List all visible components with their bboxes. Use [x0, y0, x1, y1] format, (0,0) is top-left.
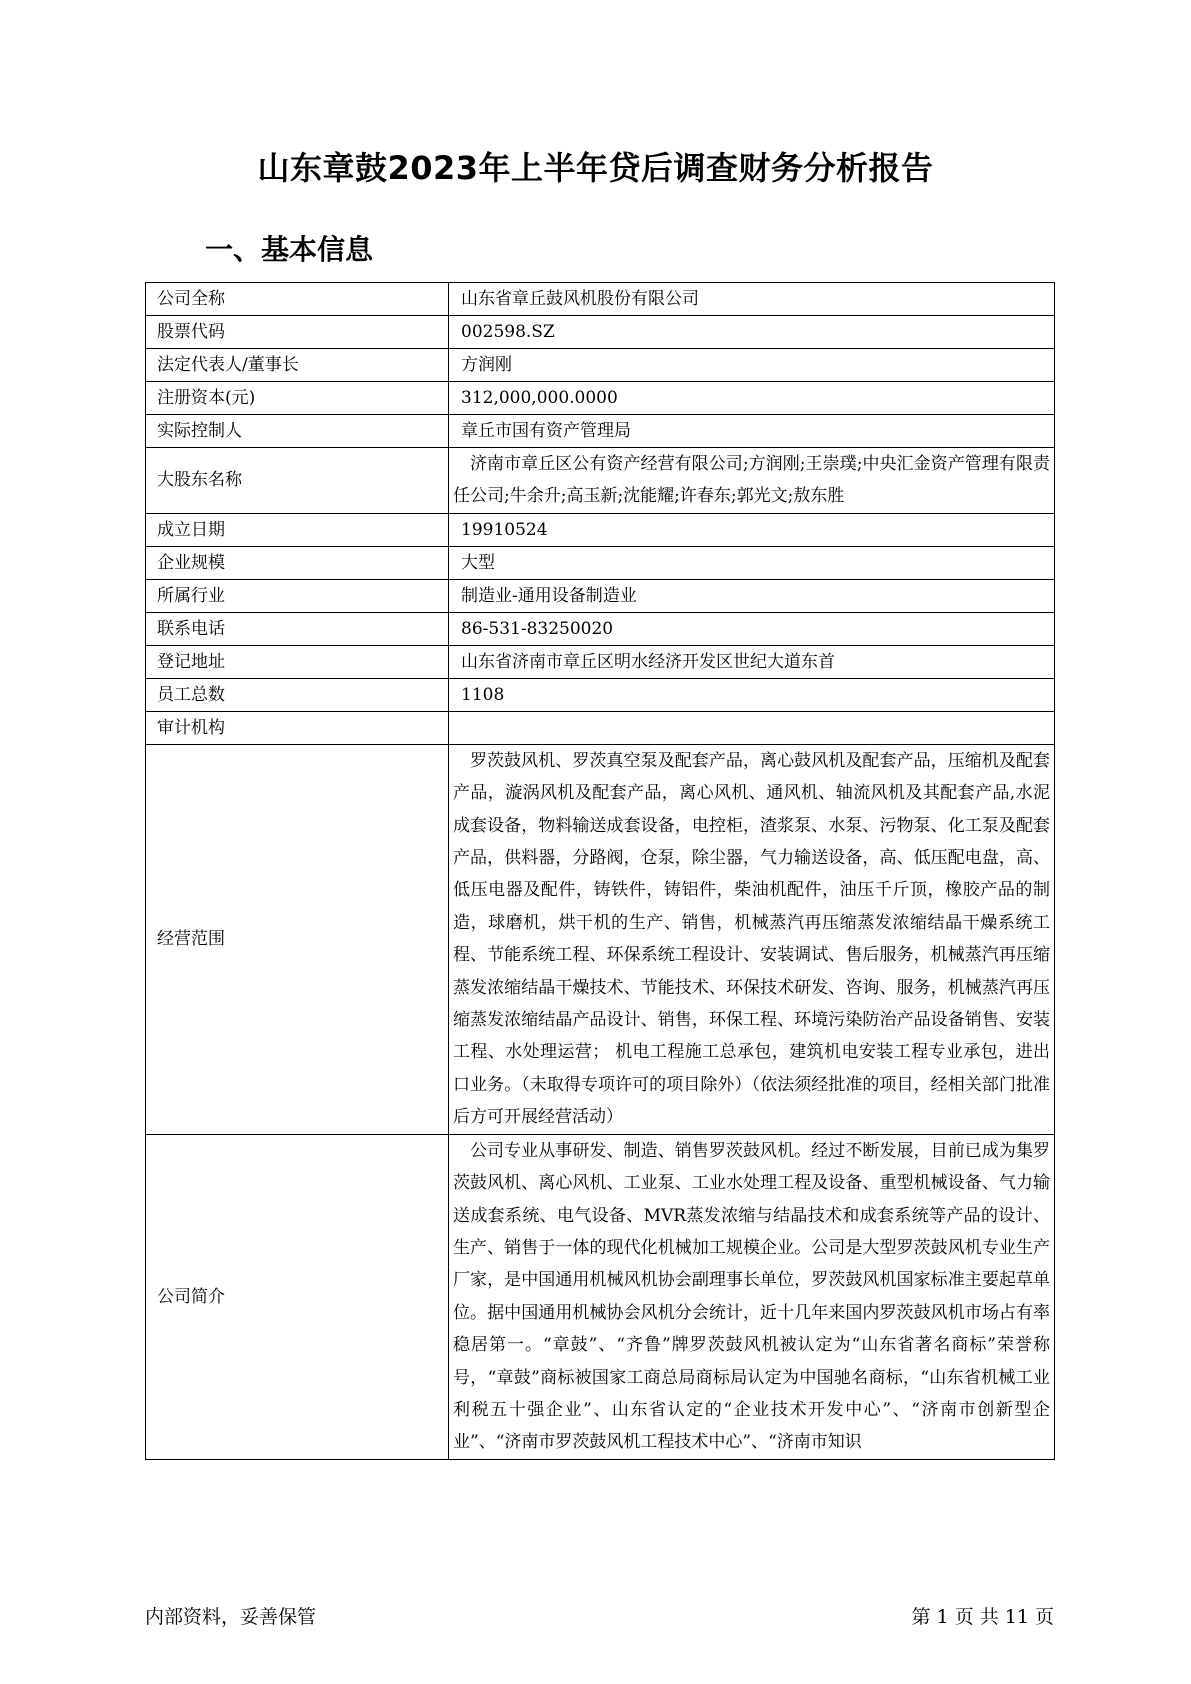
table-row — [146, 744, 1055, 1134]
field-label: 实际控制人 — [146, 415, 449, 448]
table-row — [146, 711, 1055, 744]
field-label: 审计机构 — [146, 711, 449, 744]
field-value: 章丘市国有资产管理局 — [449, 415, 1055, 448]
field-value: 制造业-通用设备制造业 — [449, 579, 1055, 612]
field-value — [449, 448, 1055, 514]
field-label: 企业规模 — [146, 546, 449, 579]
table-row — [146, 546, 1055, 579]
footer-confidential-note: 内部资料，妥善保管 — [145, 1606, 317, 1628]
table-row — [146, 645, 1055, 678]
table-row — [146, 316, 1055, 349]
document-title: 山东章鼓2023年上半年贷后调查财务分析报告 — [257, 149, 934, 187]
table-row — [146, 678, 1055, 711]
table-row — [146, 612, 1055, 645]
field-label: 联系电话 — [146, 612, 449, 645]
table-row — [146, 513, 1055, 546]
table-row — [146, 283, 1055, 316]
field-value: 山东省章丘鼓风机股份有限公司 — [449, 283, 1055, 316]
field-label: 股票代码 — [146, 316, 449, 349]
field-value: 1108 — [449, 678, 1055, 711]
field-label: 公司简介 — [146, 1134, 449, 1459]
table-row — [146, 579, 1055, 612]
footer-page-number: 第 1 页 共 11 页 — [911, 1606, 1054, 1628]
field-value — [449, 711, 1055, 744]
field-label: 公司全称 — [146, 283, 449, 316]
field-value-text: 济南市章丘区公有资产经营有限公司;方润刚;王崇璞;中央汇金资产管理有限责任公司;牛余升;高玉新;沈能耀;许春东;郭光文;敖东胜 — [453, 454, 1050, 507]
field-label: 员工总数 — [146, 678, 449, 711]
field-value: 方润刚 — [449, 349, 1055, 382]
field-label: 大股东名称 — [146, 448, 449, 514]
table-row — [146, 349, 1055, 382]
field-value-text: 罗茨鼓风机、罗茨真空泵及配套产品，离心鼓风机及配套产品，压缩机及配套产品，漩涡风机及配套产品，离心风机、通风机、轴流风机及其配套产品,水泥成套设备，物料输送成套设备，电控柜，渣浆泵、水泵、污物泵、化工泵及配套产品，供料器，分路阀，仓泵，除尘器，气力输送设备，高、低压配电盘，高、低压电器及配件，铸铁件，铸铝件，柴油机配件，油压千斤顶，橡胶产品的制造，球磨机，烘干机的生产、销售，机械蒸汽再压缩蒸发浓缩结晶干燥系统工程、节能系统工程、环保系统工程设计、安装调试、售后服务，机械蒸汽再压缩蒸发浓缩结晶干燥技术、节能技术、环保技术研发、咨询、服务，机械蒸汽再压缩蒸发浓缩结晶产品设计、销售，环保工程、环境污染防治产品设备销售、安装工程、水处理运营； 机电工程施工总承包，建筑机电安装工程专业承包，进出口业务。（未取得专项许可的项目除外）（依法须经批准的项目，经相关部门批准后方可开展经营活动） — [453, 750, 1050, 1128]
table-row — [146, 448, 1055, 514]
field-value: 山东省济南市章丘区明水经济开发区世纪大道东首 — [449, 645, 1055, 678]
field-label: 所属行业 — [146, 579, 449, 612]
field-value: 19910524 — [449, 513, 1055, 546]
section-heading-basic-info: 一、基本信息 — [205, 233, 374, 266]
field-value: 大型 — [449, 546, 1055, 579]
field-value-text: 公司专业从事研发、制造、销售罗茨鼓风机。经过不断发展，目前已成为集罗茨鼓风机、离心风机、工业泵、工业水处理工程及设备、重型机械设备、气力输送成套系统、电气设备、MVR蒸发浓缩与结晶技术和成套系统等产品的设计、生产、销售于一体的现代化机械加工规模企业。公司是大型罗茨鼓风机专业生产厂家，是中国通用机械风机协会副理事长单位，罗茨鼓风机国家标准主要起草单位。据中国通用机械协会风机分会统计，近十几年来国内罗茨鼓风机市场占有率稳居第一。“章鼓”、“齐鲁”牌罗茨鼓风机被认定为“山东省著名商标”荣誉称号，“章鼓”商标被国家工商总局商标局认定为中国驰名商标，“山东省机械工业利税五十强企业”、山东省认定的“企业技术开发中心”、“济南市创新型企业”、“济南市罗茨鼓风机工程技术中心”、“济南市知识 — [453, 1140, 1050, 1453]
field-label: 注册资本(元) — [146, 382, 449, 415]
field-value — [449, 1134, 1055, 1459]
basic-info-table — [145, 282, 1055, 1460]
field-value: 002598.SZ — [449, 316, 1055, 349]
field-label: 登记地址 — [146, 645, 449, 678]
field-label: 法定代表人/董事长 — [146, 349, 449, 382]
table-row — [146, 1134, 1055, 1459]
field-value: 86-531-83250020 — [449, 612, 1055, 645]
table-row — [146, 415, 1055, 448]
field-value — [449, 744, 1055, 1134]
field-value: 312,000,000.0000 — [449, 382, 1055, 415]
field-label: 成立日期 — [146, 513, 449, 546]
field-label: 经营范围 — [146, 744, 449, 1134]
table-row — [146, 382, 1055, 415]
